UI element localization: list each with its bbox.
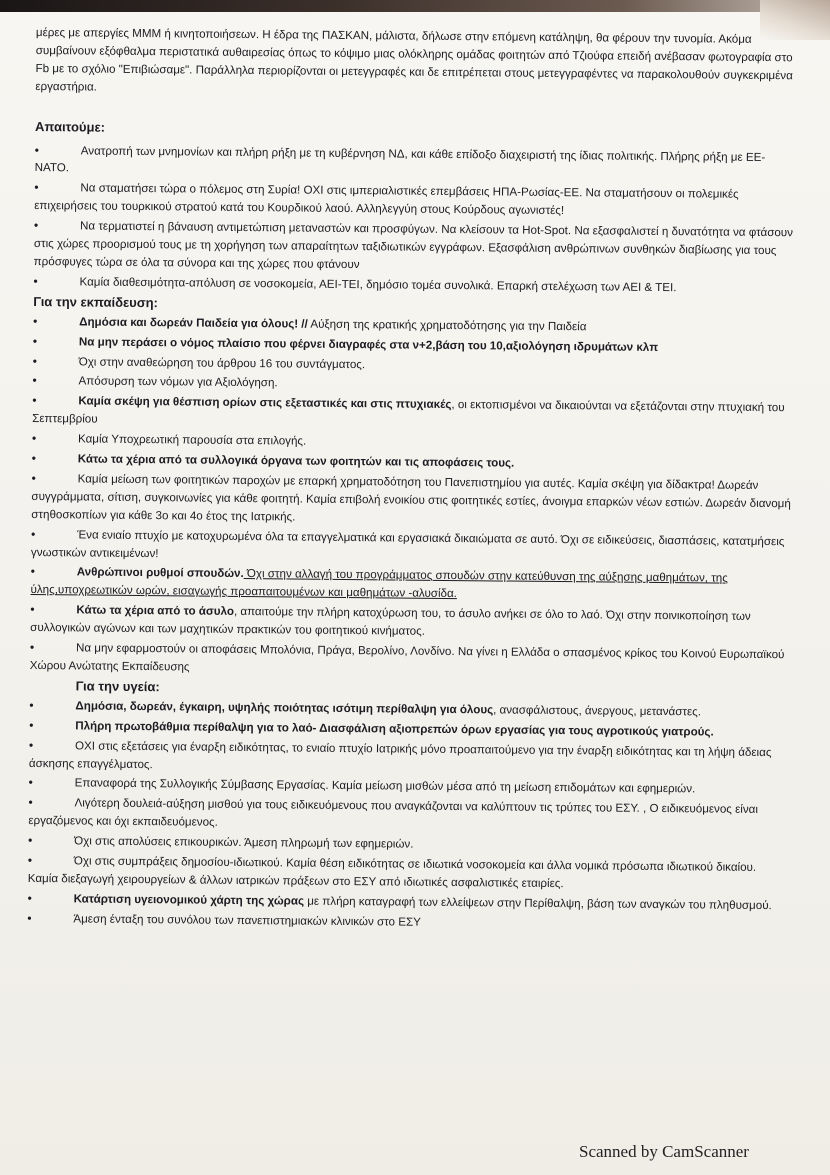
health-demands-list [27, 697, 789, 935]
camscanner-watermark: Scanned by CamScanner [579, 1142, 749, 1161]
bullet-marker: • [29, 738, 34, 752]
health-heading: Για την υγεία: [75, 678, 160, 695]
item-text: Καμία διαθεσιμότητα-απόλυση σε νοσοκομεία, ΑΕΙ-ΤΕΙ, δημόσιο τομέα συνολικά. Επαρκή στελέχωση των ΑΕΙ & ΤΕΙ. [79, 275, 677, 295]
bullet-marker: • [31, 452, 36, 466]
bullet-marker: • [34, 181, 39, 195]
list-item [30, 563, 790, 606]
bullet-marker: • [32, 354, 37, 368]
item-bold-text: Κάτω τα χέρια από το άσυλο [76, 603, 235, 619]
bullet-marker: • [32, 374, 37, 388]
bullet-marker: • [31, 471, 36, 485]
item-text: Καμία Υποχρεωτική παρουσία στα επιλογής. [77, 432, 307, 448]
list-item [32, 392, 792, 435]
item-text: Να μην εφαρμοστούν οι αποφάσεις Μπολόνια, Πράγα, Βερολίνο, Λονδίνο. Να γίνει η Ελλάδα ο σπασμένος κρίκος του Κοινού Ευρωπαϊκού Χώρου Ανώτατης Εκπαίδευσης [29, 641, 785, 674]
item-bold-text: Δημόσια και δωρεάν Παιδεία για όλους! // [79, 315, 308, 331]
item-text: Να σταματήσει τώρα ο πόλεμος στη Συρία! ΟΧΙ στις ιμπεριαλιστικές επεμβάσεις ΗΠΑ-Ρωσίας-ΕΕ. Να σταματήσουν οι πολεμικές επιχειρήσεις του τουρκικού στρατού κατά του Κουρδικού λαού. Αλληλεγγύη στους Κούρδους αγωνιστές! [34, 181, 739, 218]
bullet-marker: • [30, 603, 35, 617]
item-text: Αύξηση της κρατικής χρηματοδότησης για την Παιδεία [307, 317, 587, 333]
bullet-marker: • [32, 334, 38, 348]
item-text: Επαναφορά της Συλλογικής Σύμβασης Εργασίας. Καμία μείωση μισθών μέσα από τη μείωση επιδομάτων και εφημεριών. [74, 776, 696, 796]
intro-paragraph: μέρες με απεργίες ΜΜΜ ή κινητοποιήσεων. Η έδρα της ΠΑΣΚΑΝ, μάλιστα, δήλωσε στην επόμενη κατάληψη, θα φέρουν την τυνομία. Ακόμα συμβαίνουν εξόφθαλμα περιστατικά αυθαιρεσίας όπως το κόψιμο μιας ολόκληρης ομάδας φοιτητών από Τζιούφα επειδή ανέβασαν φωτογραφία στο Fb με το σχόλιο "Επιβιώσαμε". Παράλληλα περιορίζονται οι μετεγγραφές και δε επιτρέπεται στους μετεγγραφέντες να παρακολουθούν συγκεκριμένα εργαστήρια. [35, 25, 793, 94]
education-demands-list [30, 313, 793, 682]
bullet-marker: • [33, 314, 38, 328]
item-text: Απόσυρση των νόμων για Αξιολόγηση. [78, 374, 278, 390]
bullet-marker: • [29, 641, 35, 655]
item-bold-text: Ανθρώπινοι ρυθμοί σπουδών. [76, 565, 244, 581]
item-bold-text: Καμία σκέψη για θέσπιση ορίων στις εξεταστικές και στις πτυχιακές [78, 394, 452, 412]
item-text: , απαιτούμε την πλήρη κατοχύρωση του, το άσυλο ανήκει σε όλο το λαό. Όχι στην ποινικοποίηση των συλλογικών αγώνων και των μαχητικών πρακτικών του φοιτητικού κινήματος. [30, 605, 751, 638]
bullet-marker: • [28, 796, 33, 810]
item-text: Όχι στην αναθεώρηση του άρθρου 16 του συντάγματος. [78, 354, 366, 371]
page-top-edge-shadow [0, 0, 830, 12]
bullet-marker: • [28, 834, 33, 848]
bullet-marker: • [27, 854, 33, 868]
list-item [34, 217, 794, 278]
list-item [30, 601, 790, 644]
item-text: , ανασφάλιστους, άνεργους, μετανάστες. [493, 703, 702, 719]
bullet-marker: • [31, 432, 37, 446]
item-text: ΟΧΙ στις εξετάσεις για έναρξη ειδικότητας, το ενιαίο πτυχίο Ιατρικής μόνο προαπαιτούμενο για την έναρξη ειδικότητας και τη λήψη άδειας άσκησης επαγγέλματος. [28, 739, 772, 771]
item-text: Ένα ενιαίο πτυχίο με κατοχυρωμένα όλα τα επαγγελματικά και εργασιακά δικαιώματα σε αυτό. Όχι σε ειδικεύσεις, διασπάσεις, κατατμήσεις γνωστικών αντικειμένων! [30, 528, 785, 560]
list-item [28, 852, 788, 895]
item-text: Ανατροπή των μνημονίων και πλήρη ρήξη με τη κυβέρνηση ΝΔ, και κάθε επίδοξο διαχειριστή της ίδιας πολιτικής. Πλήρης ρήξη με ΕΕ-ΝΑΤΟ. [34, 143, 766, 175]
bullet-marker: • [27, 911, 32, 925]
item-bold-text: Κατάρτιση υγειονομικού χάρτη της χώρας [73, 892, 305, 908]
list-item [28, 794, 788, 837]
item-bold-text: Πλήρη πρωτοβάθμια περίθαλψη για το λαό- Διασφάλιση αξιοπρεπών όρων εργασίας για τους αγροτικούς γιατρούς. [75, 719, 714, 739]
bullet-marker: • [30, 565, 35, 579]
item-text: Λιγότερη δουλειά-αύξηση μισθού για τους ειδικευόμενους που αναγκάζονται να καλύπτουν τις τρύπες του ΕΣΥ. , Ο ειδικευόμενος είναι εργαζόμενος και όχι εκπαιδευόμενος. [28, 796, 759, 830]
education-heading: Για την εκπαίδευση: [33, 293, 158, 310]
bullet-marker: • [31, 527, 36, 541]
item-text: Όχι στις απολύσεις επικουρικών. Άμεση πληρωμή των εφημεριών. [74, 834, 414, 851]
document-body [27, 24, 796, 937]
item-underlined-text: Όχι στην αλλαγή του προγράμματος σπουδών στην κατεύθυνση της αύξησης μαθημάτων, της ύλης,υποχρεωτικών ωρών, εισαγωγής προαπαιτουμένων και μαθημάτων -αλυσίδα. [30, 567, 728, 601]
bullet-marker: • [32, 394, 37, 408]
bullet-marker: • [27, 891, 32, 905]
item-bold-text: Δημόσια, δωρεάν, έγκαιρη, υψηλής ποιότητας ισότιμη περίθαλψη για όλους [75, 699, 494, 717]
item-bold-text: Να μην περάσει ο νόμος πλαίσιο που φέρνει διαγραφές στα ν+2,βάση του 10,αξιολόγηση ιδρυμάτων κλπ [78, 335, 659, 354]
list-item [34, 179, 794, 222]
bullet-marker: • [34, 219, 39, 233]
list-item [35, 142, 795, 185]
bullet-marker: • [34, 143, 39, 157]
list-item [31, 526, 791, 569]
bullet-marker: • [28, 776, 33, 790]
item-text: Άμεση ένταξη του συνόλου των πανεπιστημιακών κλινικών στο ΕΣΥ [73, 912, 421, 929]
list-item [30, 639, 790, 682]
list-item [29, 737, 789, 780]
item-text: Καμία μείωση των φοιτητικών παροχών με επαρκή χρηματοδότηση του Πανεπιστημίου για αυτές. Καμία σκέψη για δίδακτρα! Δωρεάν συγγράμματα, σίτιση, συγκοινωνίες για κάθε φοιτητή. Καμία επιβολή ενοικίου στις φοιτητικές εστίες, άνοιγμα επαρκών νέων εστιών. Δωρεάν διανομή στηθοσκοπίων για κάθε 3ο και 4ο έτος της Ιατρικής. [31, 472, 791, 524]
general-demands-list [33, 142, 794, 299]
item-text: Όχι στις συμπράξεις δημοσίου-ιδιωτικού. Καμία θέση ειδικότητας σε ιδιωτικά νοσοκομεία και άλλα νομικά πρόσωπα ιδιωτικού δικαίου. Καμία διεξαγωγή χειρουργείων & άλλων ιατρικών πράξεων στο ΕΣΥ από ιδιωτικές ασφαλιστικές εταιρίες. [27, 854, 757, 891]
demands-heading: Απαιτούμε: [34, 118, 106, 135]
bullet-marker: • [33, 274, 38, 288]
item-text: , οι εκτοπισμένοι να δικαιούνται να εξετάζονται στην πτυχιακή του Σεπτεμβρίου [32, 398, 785, 426]
item-text: με πλήρη καταγραφή των ελλείψεων στην Περίθαλψη, βάση των αναγκών του πληθυσμού. [303, 894, 772, 912]
item-text: Να τερματιστεί η βάναυση αντιμετώπιση μεταναστών και προσφύγων. Να κλείσουν τα Hot-Spot. Να εξασφαλιστεί η δυνατότητα να φτάσουν στις χώρες προορισμού τους με τη χορήγηση των απαραίτητων ταξιδιωτικών εγγράφων. Εξασφάλιση ανθρώπινων συνθηκών διαβίωσης για τους πρόσφυγες τώρα σε όλα τα σύνορα και της χώρες που φτάνουν [33, 219, 794, 272]
bullet-marker: • [29, 698, 34, 712]
list-item [31, 470, 791, 531]
item-bold-text: Κάτω τα χέρια από τα συλλογικά όργανα των φοιτητών και τις αποφάσεις τους. [77, 452, 515, 470]
bullet-marker: • [29, 718, 34, 732]
